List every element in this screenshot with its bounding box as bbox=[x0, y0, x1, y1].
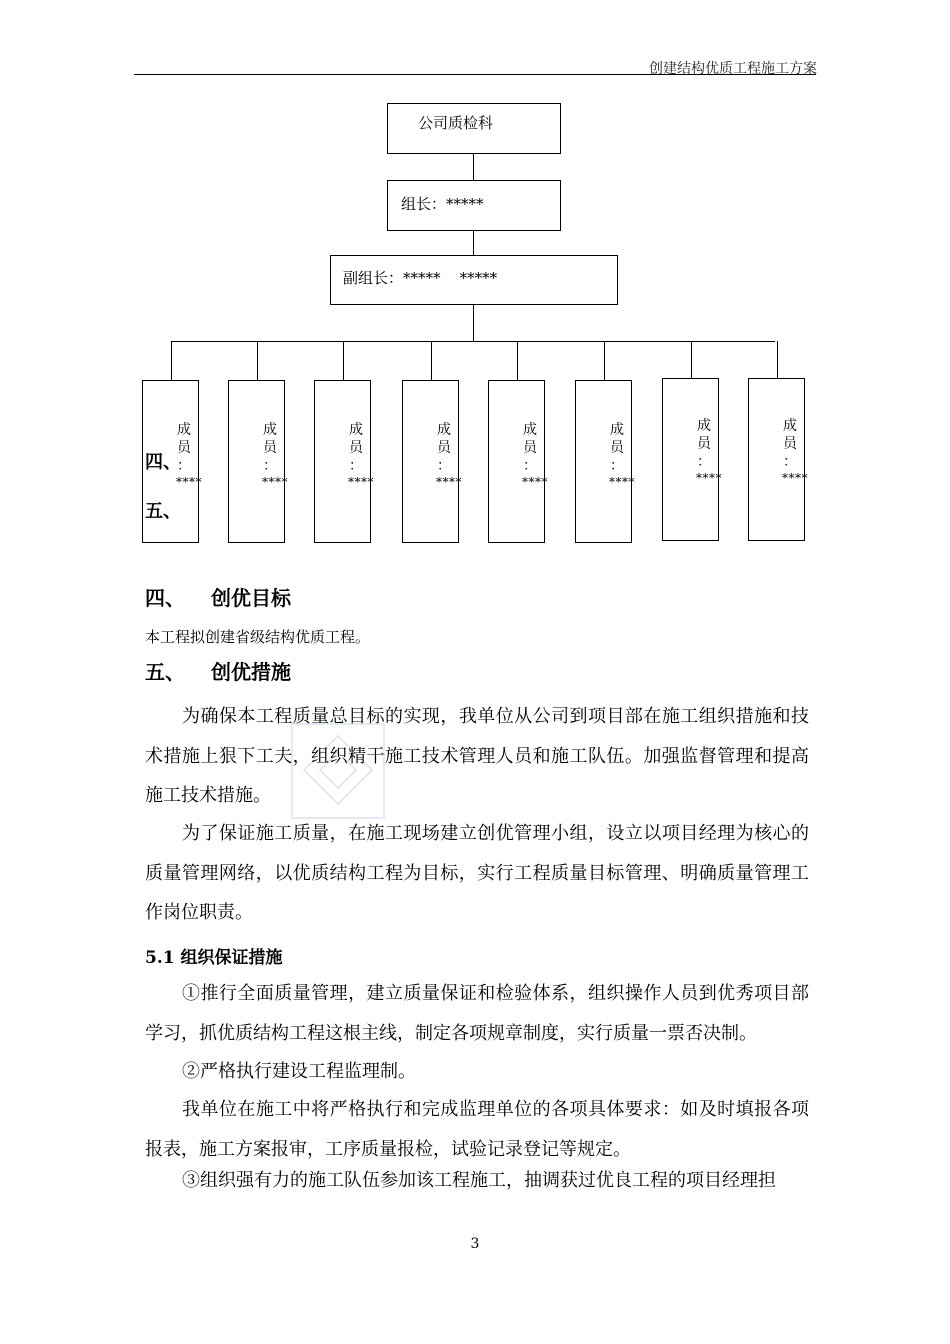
member-label-char: 成 bbox=[523, 422, 537, 438]
org-box-deputy bbox=[330, 255, 618, 305]
member-label bbox=[609, 421, 625, 475]
org-box-member bbox=[228, 380, 288, 543]
member-label bbox=[436, 421, 452, 475]
section-5-heading bbox=[145, 656, 291, 685]
member-name-masked: **** bbox=[176, 475, 202, 489]
member-connector-line bbox=[517, 341, 518, 380]
org-box-member bbox=[748, 378, 808, 541]
member-label-char: ： bbox=[697, 454, 711, 470]
member-name-masked: **** bbox=[696, 471, 722, 485]
org-box-member bbox=[314, 380, 374, 543]
member-name-masked: **** bbox=[609, 475, 635, 489]
section-4-text: 本工程拟创建省级结构优质工程。 bbox=[145, 628, 371, 646]
member-label-char: ： bbox=[349, 458, 363, 474]
member-connector-line bbox=[691, 341, 692, 378]
member-label-char: ： bbox=[783, 454, 797, 470]
org-box-top-label: 公司质检科 bbox=[418, 114, 494, 132]
member-connector-line bbox=[431, 341, 432, 380]
section-4-number: 四、 bbox=[145, 586, 185, 610]
member-label-char: 成 bbox=[177, 422, 191, 438]
member-label-char: 员 bbox=[523, 440, 537, 456]
member-name-masked: **** bbox=[436, 475, 462, 489]
branch-line bbox=[171, 341, 775, 342]
section-5-number: 五、 bbox=[145, 660, 185, 684]
member-label-char: 成 bbox=[437, 422, 451, 438]
member-label-char: 员 bbox=[697, 436, 711, 452]
section-5-paragraph-2: 为了保证施工质量，在施工现场建立创优管理小组，设立以项目经理为核心的质量管理网络，以优质结构工程为目标，实行工程质量目标管理、明确质量管理工作岗位职责。 bbox=[145, 823, 809, 923]
member-connector-line bbox=[171, 341, 172, 380]
member-label-char: 成 bbox=[349, 422, 363, 438]
member-label-char: 成 bbox=[697, 418, 711, 434]
member-name-masked: **** bbox=[522, 475, 548, 489]
org-box-member bbox=[662, 378, 722, 541]
connector-line bbox=[473, 305, 474, 342]
member-label bbox=[522, 421, 538, 475]
section-5-1-paragraph-3: 我单位在施工中将严格执行和完成监理单位的各项具体要求：如及时填报各项报表，施工方案报审，工序质量报检，试验记录登记等规定。 bbox=[145, 1099, 809, 1160]
member-label-char: ： bbox=[177, 458, 191, 474]
org-box-top bbox=[387, 103, 561, 154]
member-label bbox=[348, 421, 364, 475]
side-label-four: 四、 bbox=[145, 452, 181, 473]
member-label-char: 成 bbox=[263, 422, 277, 438]
member-name-masked: **** bbox=[262, 475, 288, 489]
member-label-char: 员 bbox=[783, 436, 797, 452]
member-label-char: 成 bbox=[783, 418, 797, 434]
member-connector-line bbox=[604, 341, 605, 380]
member-label bbox=[262, 421, 278, 475]
page-number: 3 bbox=[470, 1236, 480, 1252]
member-label-char: 成 bbox=[610, 422, 624, 438]
member-connector-line bbox=[257, 341, 258, 380]
member-label-char: 员 bbox=[177, 440, 191, 456]
member-connector-line bbox=[777, 341, 778, 378]
member-label-char: 员 bbox=[437, 440, 451, 456]
member-name-masked: **** bbox=[348, 475, 374, 489]
org-box-member bbox=[575, 380, 635, 543]
member-label-char: 员 bbox=[263, 440, 277, 456]
connector-line bbox=[473, 154, 474, 180]
member-connector-line bbox=[343, 341, 344, 380]
org-box-deputy-label: 副组长：***** ***** bbox=[343, 269, 498, 287]
member-name-masked: **** bbox=[782, 471, 808, 485]
section-4-title: 创优目标 bbox=[211, 586, 291, 610]
section-4-heading bbox=[145, 582, 291, 611]
section-5-1-item-1: ①推行全面质量管理，建立质量保证和检验体系，组织操作人员到优秀项目部学习，抓优质结构工程这根主线，制定各项规章制度，实行质量一票否决制。 bbox=[145, 983, 809, 1044]
page-header-title: 创建结构优质工程施工方案 bbox=[649, 61, 817, 77]
org-box-member bbox=[488, 380, 548, 543]
org-box-leader-label: 组长：***** bbox=[401, 195, 484, 213]
header-rule bbox=[134, 74, 816, 75]
member-label-char: 员 bbox=[349, 440, 363, 456]
member-label-char: ： bbox=[263, 458, 277, 474]
member-label bbox=[696, 417, 712, 471]
section-5-paragraph-1: 为确保本工程质量总目标的实现，我单位从公司到项目部在施工组织措施和技术措施上狠下工夫，组织精干施工技术管理人员和施工队伍。加强监督管理和提高施工技术措施。 bbox=[145, 706, 809, 806]
org-box-member bbox=[402, 380, 462, 543]
member-label bbox=[782, 417, 798, 471]
org-box-leader bbox=[387, 180, 561, 231]
member-label-char: ： bbox=[610, 458, 624, 474]
section-5-title: 创优措施 bbox=[211, 660, 291, 684]
member-label-char: ： bbox=[437, 458, 451, 474]
side-label-five: 五、 bbox=[145, 501, 181, 522]
section-5-1-item-2: ②严格执行建设工程监理制。 bbox=[182, 1061, 416, 1082]
section-5-1-item-3: ③组织强有力的施工队伍参加该工程施工，抽调获过优良工程的项目经理担 bbox=[182, 1170, 776, 1191]
member-label-char: ： bbox=[523, 458, 537, 474]
connector-line bbox=[473, 231, 474, 255]
member-label-char: 员 bbox=[610, 440, 624, 456]
section-5-1-heading: 5.1 组织保证措施 bbox=[145, 948, 283, 968]
